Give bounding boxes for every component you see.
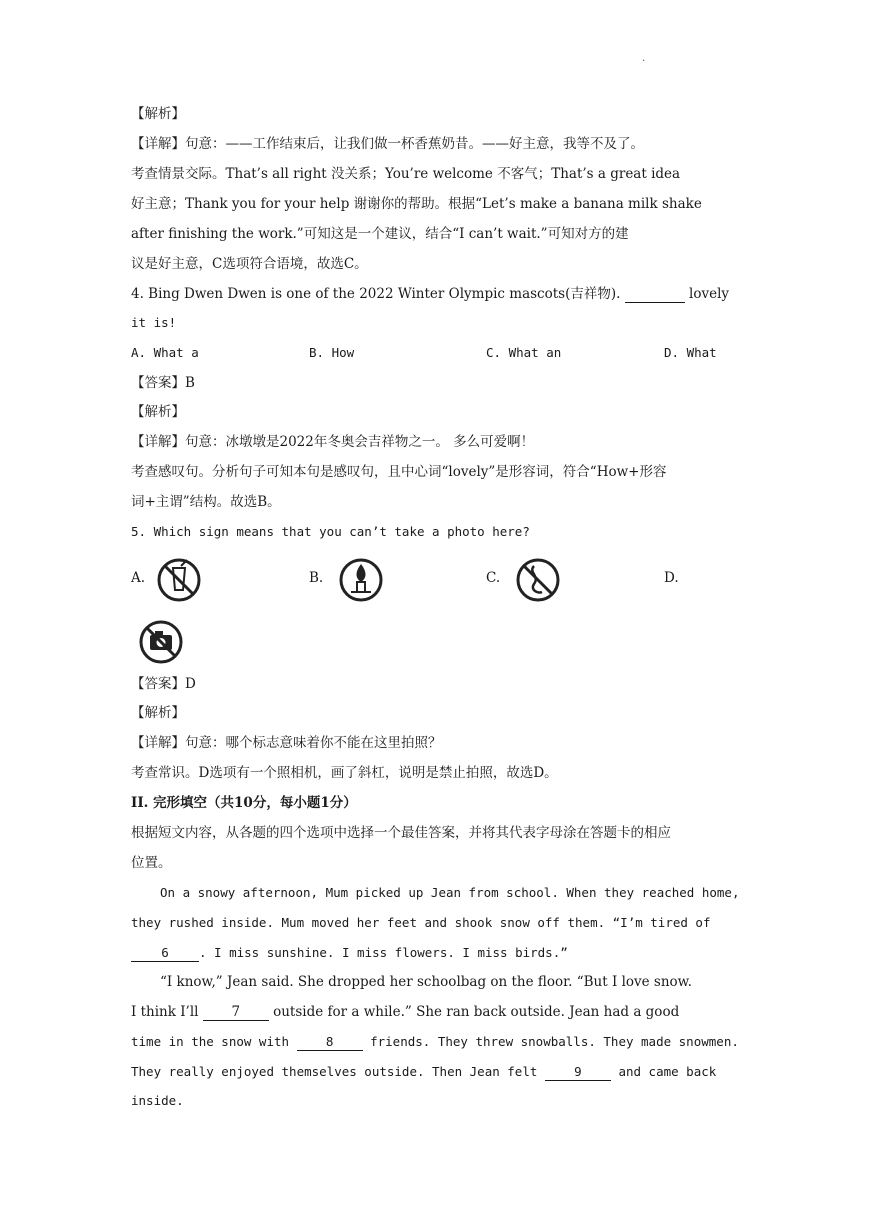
q4-answer: 【答案】B xyxy=(131,375,195,391)
passage-line: On a snowy afternoon, Mum picked up Jean from school. When they reached home, xyxy=(160,885,740,900)
q4-analysis-line: 考查感叹句。分析句子可知本句是感叹句，且中心词“lovely”是形容词，符合“How+形容 xyxy=(131,464,667,480)
analysis-line: 考查情景交际。That’s all right 没关系；You’re welcome 不客气；That’s a great idea xyxy=(131,166,681,182)
section-instructions-cont: 位置。 xyxy=(131,855,172,871)
passage-text: I think I’ll xyxy=(131,1004,199,1020)
q5-label-a: A. xyxy=(131,570,146,586)
q4-option-a: A. What a xyxy=(131,345,199,360)
q4-analysis-line: 词+主谓”结构。故选B。 xyxy=(131,494,281,510)
passage-text: outside for a while.” She ran back outside. Jean had a good xyxy=(273,1004,680,1020)
passage-line xyxy=(131,1002,679,1022)
q4-stem-part2: lovely xyxy=(689,286,730,302)
q5-xiangjie: 【详解】句意：哪个标志意味着你不能在这里拍照？ xyxy=(131,735,442,751)
q4-option-c: C. What an xyxy=(486,345,562,360)
q4-xiangjie: 【详解】句意：冰墩墩是2022年冬奥会吉祥物之一。 多么可爱啊！ xyxy=(131,434,535,450)
blank-9: 9 xyxy=(545,1064,611,1081)
blank-8: 8 xyxy=(297,1034,363,1051)
q5-label-d: D. xyxy=(664,570,679,586)
passage-line: they rushed inside. Mum moved her feet and shook snow off them. “I’m tired of xyxy=(131,915,711,930)
no-smoking-sign-icon xyxy=(514,556,562,604)
q4-stem-line2: it is! xyxy=(131,315,177,330)
no-camera-sign-icon xyxy=(137,618,185,666)
q5-answer: 【答案】D xyxy=(131,676,196,692)
passage-line xyxy=(131,1062,716,1082)
passage-text: and came back xyxy=(618,1064,717,1079)
passage-text: time in the snow with xyxy=(131,1034,290,1049)
q5-label-c: C. xyxy=(486,570,501,586)
header-dot: · xyxy=(642,56,646,67)
q4-option-d: D. What xyxy=(664,345,717,360)
blank-7: 7 xyxy=(203,1004,269,1021)
passage-text: They really enjoyed themselves outside. Then Jean felt xyxy=(131,1064,538,1079)
q4-option-b: B. How xyxy=(309,345,355,360)
passage-text: friends. They threw snowballs. They made snowmen. xyxy=(370,1034,739,1049)
passage-line: “I know,” Jean said. She dropped her schoolbag on the floor. “But I love snow. xyxy=(160,974,692,990)
passage-line: inside. xyxy=(131,1093,184,1108)
analysis-line: after finishing the work.”可知这是一个建议，结合“I can’t wait.”可知对方的建 xyxy=(131,226,629,242)
analysis-line: 好主意；Thank you for your help 谢谢你的帮助。根据“Let’s make a banana milk shake xyxy=(131,196,702,212)
passage-text: . I miss sunshine. I miss flowers. I miss birds.” xyxy=(199,945,568,960)
section-heading: II. 完形填空（共10分，每小题1分） xyxy=(131,795,357,811)
q4-stem xyxy=(131,284,729,304)
blank-6: 6 xyxy=(131,945,199,962)
passage-line xyxy=(131,943,568,963)
q5-label-b: B. xyxy=(309,570,324,586)
analysis-line: 议是好主意，C选项符合语境，故选C。 xyxy=(131,256,368,272)
passage-line xyxy=(131,1032,739,1052)
q4-jiexi-label: 【解析】 xyxy=(131,404,185,420)
q5-jiexi-label: 【解析】 xyxy=(131,705,185,721)
section-instructions: 根据短文内容，从各题的四个选项中选择一个最佳答案，并将其代表字母涂在答题卡的相应 xyxy=(131,825,671,841)
q4-blank xyxy=(625,286,685,303)
q5-analysis: 考查常识。D选项有一个照相机，画了斜杠，说明是禁止拍照，故选D。 xyxy=(131,765,558,781)
no-drink-sign-icon xyxy=(155,556,203,604)
q5-stem: 5. Which sign means that you can’t take a photo here? xyxy=(131,524,530,539)
fire-sign-icon xyxy=(337,556,385,604)
xiangjie-text: 【详解】句意：——工作结束后，让我们做一杯香蕉奶昔。——好主意，我等不及了。 xyxy=(131,136,644,152)
q4-stem-part1: 4. Bing Dwen Dwen is one of the 2022 Winter Olympic mascots(吉祥物). xyxy=(131,286,621,302)
jiexi-label: 【解析】 xyxy=(131,106,185,122)
